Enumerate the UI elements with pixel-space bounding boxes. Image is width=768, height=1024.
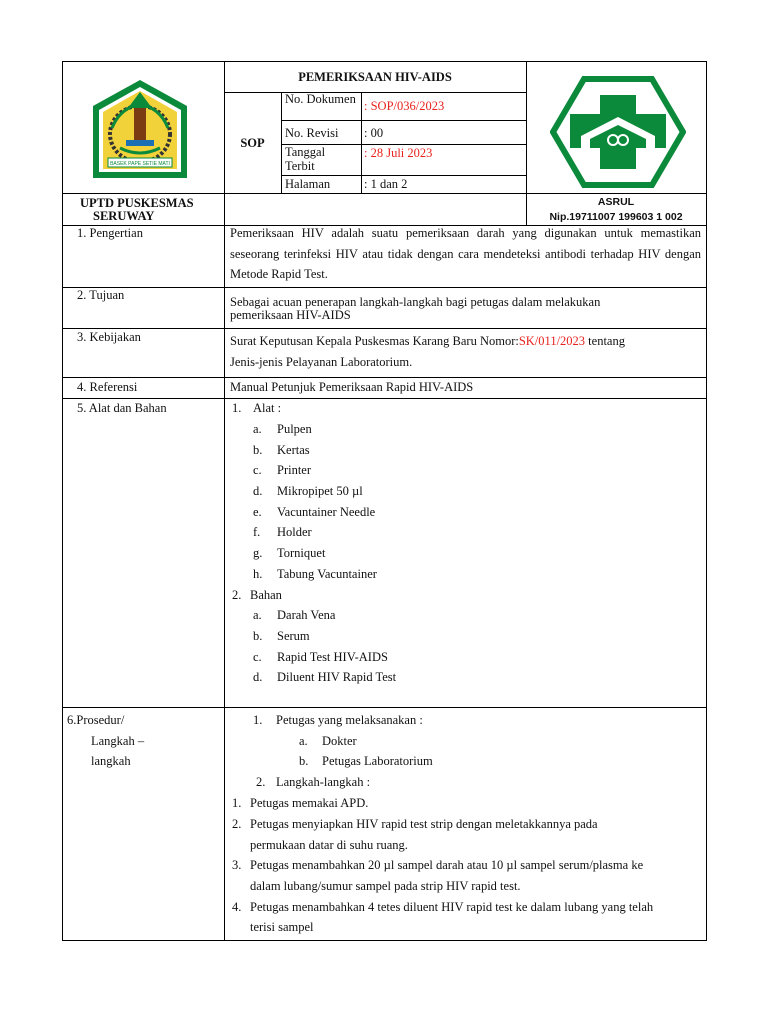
- regency-emblem-logo: [90, 78, 190, 180]
- signer-nip: Nip.19711007 199603 1 002: [549, 211, 683, 223]
- section-label-prosedur-line1: 6.Prosedur/: [67, 713, 125, 727]
- list-item-marker: f.: [253, 525, 261, 539]
- list-item: Torniquet: [277, 546, 326, 560]
- section-label-alat-bahan: 5. Alat dan Bahan: [77, 401, 167, 415]
- issue-date-label: Tanggal Terbit: [285, 145, 326, 173]
- langkah-title: Langkah-langkah :: [276, 775, 371, 789]
- list-item: Kertas: [277, 443, 310, 457]
- list-item: Tabung Vacuntainer: [277, 567, 377, 581]
- step-number: 3.: [232, 858, 242, 872]
- section-label-prosedur-line2: Langkah –: [91, 734, 145, 748]
- alat-number: 1.: [232, 401, 242, 415]
- section-label-kebijakan: 3. Kebijakan: [77, 330, 141, 344]
- step-number: 4.: [232, 900, 242, 914]
- puskesmas-logo: [550, 76, 686, 188]
- list-item-marker: b.: [253, 443, 263, 457]
- kebijakan-post: tentang: [585, 334, 625, 348]
- step-text-cont: terisi sampel: [250, 920, 314, 934]
- tujuan-line1: Sebagai acuan penerapan langkah-langkah bagi petugas dalam melakukan: [230, 295, 601, 309]
- step-text-cont: dalam lubang/sumur sampel pada strip HIV rapid test.: [250, 879, 521, 893]
- doc-number-value: : SOP/036/2023: [364, 99, 445, 113]
- section-label-pengertian: 1. Pengertian: [77, 226, 143, 240]
- list-item: Pulpen: [277, 422, 312, 436]
- list-item-marker: h.: [253, 567, 263, 581]
- kebijakan-pre: Surat Keputusan Kepala Puskesmas Karang Baru Nomor:: [230, 334, 519, 348]
- step-text: Petugas menambahkan 4 tetes diluent HIV rapid test ke dalam lubang yang telah: [250, 900, 654, 914]
- list-item: Dokter: [322, 734, 357, 748]
- list-item-marker: b.: [299, 754, 309, 768]
- list-item-marker: a.: [299, 734, 308, 748]
- section-label-referensi: 4. Referensi: [77, 380, 138, 394]
- list-item-marker: d.: [253, 670, 263, 684]
- kebijakan-line2: Jenis-jenis Pelayanan Laboratorium.: [230, 355, 413, 369]
- list-item: Petugas Laboratorium: [322, 754, 433, 768]
- kebijakan-line1: [230, 334, 625, 349]
- list-item: Diluent HIV Rapid Test: [277, 670, 397, 684]
- list-item-marker: c.: [253, 650, 262, 664]
- page-label: Halaman: [285, 177, 331, 191]
- sop-label: SOP: [240, 136, 265, 150]
- bahan-number: 2.: [232, 588, 242, 602]
- step-number: 1.: [232, 796, 242, 810]
- list-item-marker: a.: [253, 608, 262, 622]
- document-title: PEMERIKSAAN HIV-AIDS: [298, 70, 452, 84]
- kebijakan-number: SK/011/2023: [518, 334, 586, 348]
- list-item: Serum: [277, 629, 310, 643]
- bahan-title: Bahan: [250, 588, 282, 602]
- petugas-title: Petugas yang melaksanakan :: [276, 713, 423, 727]
- list-item-marker: e.: [253, 505, 262, 519]
- doc-number-label: No. Dokumen: [285, 92, 356, 106]
- list-item: Vacuntainer Needle: [277, 505, 376, 519]
- section-label-tujuan: 2. Tujuan: [77, 288, 125, 302]
- list-item-marker: c.: [253, 463, 262, 477]
- langkah-number: 2.: [256, 775, 266, 789]
- issue-date-value: : 28 Juli 2023: [364, 146, 433, 160]
- alat-title: Alat :: [253, 401, 282, 415]
- list-item: Printer: [277, 463, 312, 477]
- page-value: : 1 dan 2: [364, 177, 408, 191]
- signer-name: ASRUL: [597, 196, 635, 208]
- step-text: Petugas menyiapkan HIV rapid test strip dengan meletakkannya pada: [250, 817, 598, 831]
- step-text: Petugas menambahkan 20 µl sampel darah atau 10 µl sampel serum/plasma ke: [250, 858, 644, 872]
- logo-text: BASEK PAPE SETIE MATI: [110, 161, 170, 167]
- list-item-marker: b.: [253, 629, 263, 643]
- step-number: 2.: [232, 817, 242, 831]
- list-item: Darah Vena: [277, 608, 336, 622]
- list-item: Holder: [277, 525, 312, 539]
- institution-name-line1: UPTD PUSKESMAS: [80, 196, 194, 210]
- step-text: Petugas memakai APD.: [250, 796, 369, 810]
- referensi-text: Manual Petunjuk Pemeriksaan Rapid HIV-AIDS: [230, 380, 474, 394]
- pengertian-text: Pemeriksaan HIV adalah suatu pemeriksaan darah yang digunakan untuk memastikan seseorang terinfeksi HIV atau tidak dengan cara mendeteksi antibodi terhadap HIV dengan Metode Rapid Test.: [230, 226, 701, 281]
- list-item-marker: g.: [253, 546, 263, 560]
- list-item: Mikropipet 50 µl: [277, 484, 363, 498]
- revision-value: : 00: [364, 126, 384, 140]
- list-item-marker: a.: [253, 422, 262, 436]
- petugas-number: 1.: [253, 713, 263, 727]
- list-item-marker: d.: [253, 484, 263, 498]
- revision-label: No. Revisi: [285, 126, 339, 140]
- section-label-prosedur-line3: langkah: [91, 754, 131, 768]
- institution-name-line2: SERUWAY: [93, 209, 155, 223]
- tujuan-line2: pemeriksaan HIV-AIDS: [230, 308, 351, 322]
- step-text-cont: permukaan datar di suhu ruang.: [250, 838, 408, 852]
- list-item: Rapid Test HIV-AIDS: [277, 650, 388, 664]
